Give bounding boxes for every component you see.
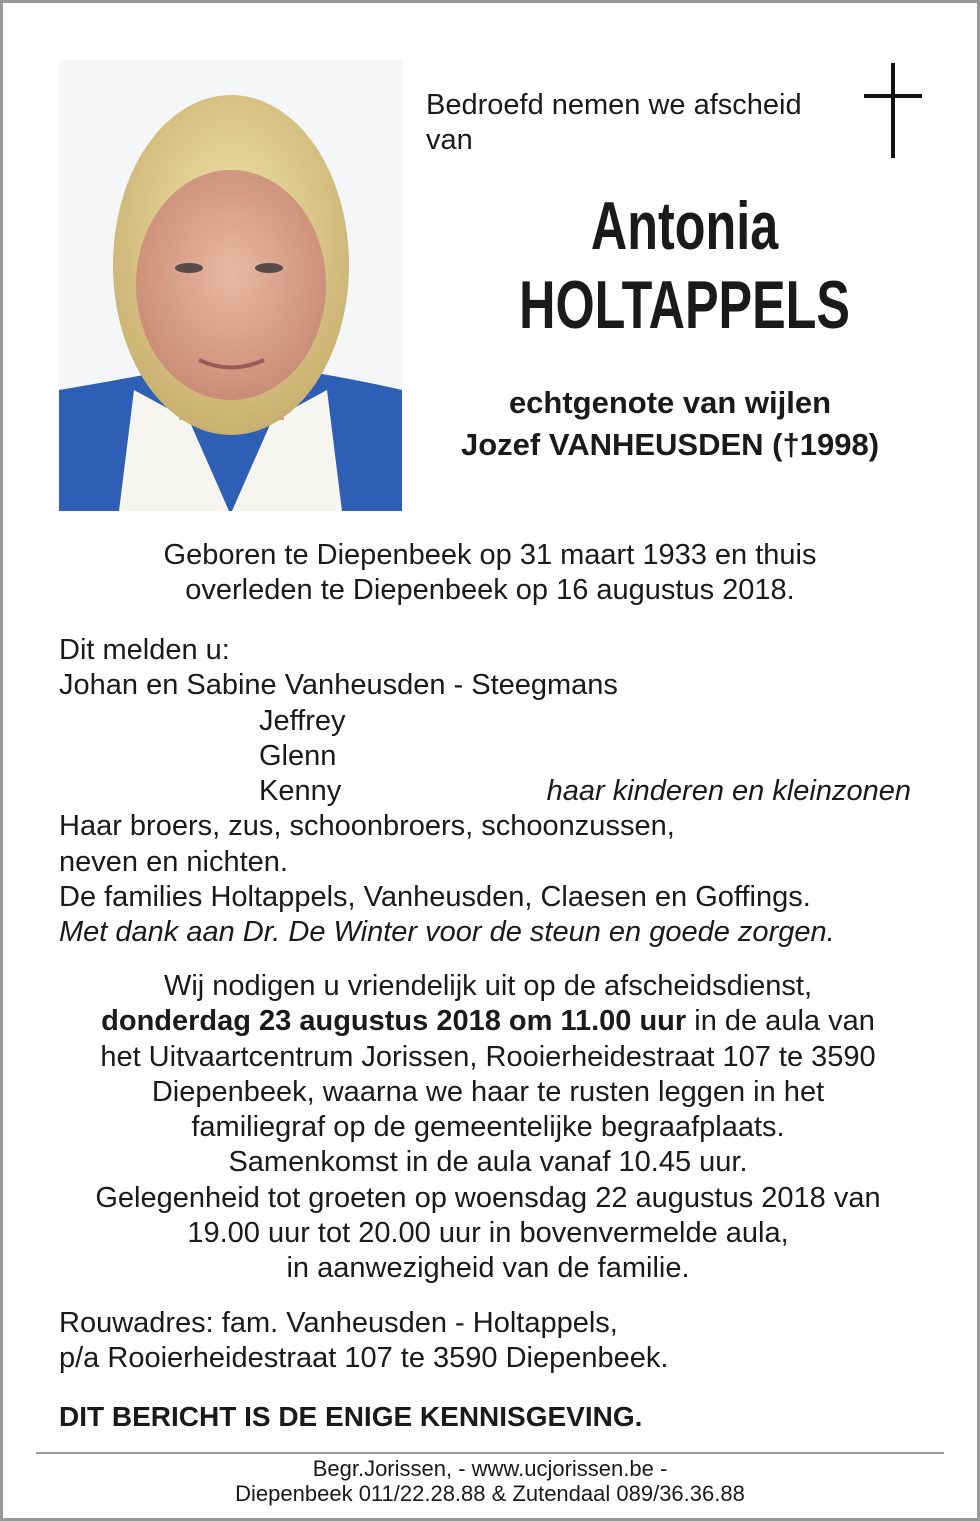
notice: DIT BERICHT IS DE ENIGE KENNISGEVING. (59, 1401, 643, 1432)
family-intro: Dit melden u: (59, 634, 230, 666)
family-children: Johan en Sabine Vanheusden - Steegmans (59, 669, 618, 702)
service-line: in de aula van (686, 1005, 875, 1038)
family-relation: haar kinderen en kleinzonen (546, 775, 911, 808)
footer (0, 1456, 980, 1506)
family-line: Haar broers, zus, schoonbroers, schoonzussen, (59, 810, 675, 843)
cross-icon (864, 63, 922, 158)
service-line: Samenkomst in de aula vanaf 10.45 uur. (228, 1146, 748, 1179)
thanks-line: Met dank aan Dr. De Winter voor de steun en goede zorgen. (59, 916, 835, 949)
intro-line: Bedroefd nemen we afscheid (426, 89, 802, 121)
divider (36, 1452, 944, 1454)
first-name: Antonia (591, 188, 779, 264)
portrait-photo (59, 60, 402, 511)
footer-line: Diepenbeek 011/22.28.88 & Zutendaal 089/36.36.88 (235, 1481, 745, 1506)
grandchild: Kenny (259, 775, 342, 808)
grandchild: Jeffrey (259, 704, 346, 737)
service-date: donderdag 23 augustus 2018 om 11.00 uur (101, 1005, 687, 1038)
service-line: het Uitvaartcentrum Jorissen, Rooierheidestraat 107 te 3590 (100, 1040, 876, 1073)
spouse-line: Jozef VANHEUSDEN (†1998) (460, 427, 880, 462)
service-line: Diepenbeek, waarna we haar te rusten leggen in het (151, 1075, 825, 1108)
intro-line: van (426, 124, 473, 156)
spouse-info (420, 382, 920, 466)
family-line: De families Holtappels, Vanheusden, Claesen en Goffings. (59, 881, 811, 914)
mourning-address (59, 1306, 668, 1377)
family-list (59, 633, 919, 951)
service-line: 19.00 uur tot 20.00 uur in bovenvermelde aula, (187, 1217, 789, 1250)
intro-text (426, 88, 802, 158)
service-line: in aanwezigheid van de familie. (286, 1252, 690, 1285)
service-line: Wij nodigen u vriendelijk uit op de afscheidsdienst, (163, 970, 813, 1002)
last-name: HOLTAPPELS (519, 267, 851, 343)
service-line: Gelegenheid tot groeten op woensdag 22 augustus 2018 van (95, 1181, 881, 1214)
address-line: p/a Rooierheidestraat 107 te 3590 Diepenbeek. (59, 1342, 669, 1375)
service-line: familiegraf op de gemeentelijke begraafplaats. (191, 1111, 785, 1144)
family-line: neven en nichten. (59, 845, 288, 878)
spouse-line: echtgenote van wijlen (508, 385, 832, 420)
birth-line: Geboren te Diepenbeek op 31 maart 1933 en thuis (163, 539, 817, 571)
grandchild: Glenn (259, 739, 337, 772)
birth-death-info (0, 538, 980, 609)
address-line: Rouwadres: fam. Vanheusden - Holtappels, (59, 1307, 618, 1339)
service-info (0, 969, 976, 1287)
footer-line: Begr.Jorissen, - www.ucjorissen.be - (312, 1456, 668, 1481)
death-line: overleden te Diepenbeek op 16 augustus 2018. (185, 574, 795, 607)
